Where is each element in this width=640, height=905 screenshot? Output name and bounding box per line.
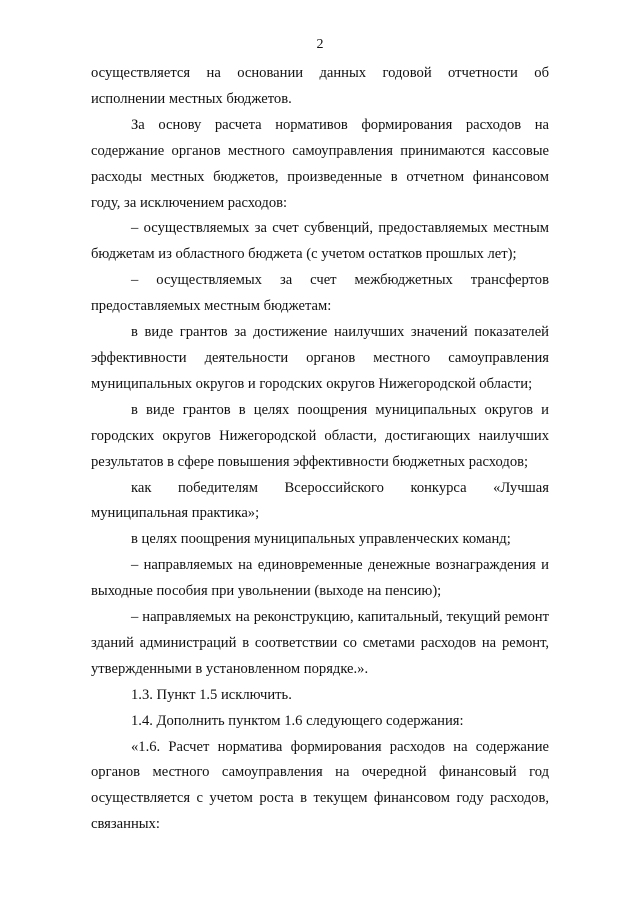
document-body [91,61,549,838]
paragraph-exception-rewards: – направляемых на единовременные денежные вознаграждения и выходные пособия при увольнении (выходе на пенсию); [91,557,549,600]
paragraph-item-1-3: 1.3. Пункт 1.5 исключить. [131,686,292,703]
paragraph-basis-of-calculation: За основу расчета нормативов формирования расходов на содержание органов местного самоуправления принимаются кассовые расходы местных бюджетов, произведенные в отчетном финансовом году, за исключением расходов: [91,116,549,211]
paragraph-exception-transfers: – осуществляемых за счет межбюджетных трансфертов предоставляемых местным бюджетам: [91,272,549,315]
paragraph-item-1-6: «1.6. Расчет норматива формирования расходов на содержание органов местного самоуправления на очередной финансовый год осуществляется с учетом роста в текущем финансовом году расходов, связанных: [91,738,549,833]
paragraph-grants-efficiency: в виде грантов за достижение наилучших значений показателей эффективности деятельности органов местного самоуправления муниципальных округов и городских округов Нижегородской области; [91,324,549,392]
paragraph-management-teams: в целях поощрения муниципальных управленческих команд; [131,531,511,548]
paragraph-contest-winners: как победителям Всероссийского конкурса «Лучшая муниципальная практика»; [91,479,549,522]
paragraph-item-1-4: 1.4. Дополнить пунктом 1.6 следующего содержания: [131,712,464,729]
paragraph-continuation: осуществляется на основании данных годовой отчетности об исполнении местных бюджетов. [91,65,549,107]
paragraph-grants-incentive: в виде грантов в целях поощрения муниципальных округов и городских округов Нижегородской области, достигающих наилучших результатов в сфере повышения эффективности бюджетных расходов; [91,401,549,470]
page-number: 2 [316,37,324,52]
paragraph-exception-subventions: – осуществляемых за счет субвенций, предоставляемых местным бюджетам из областного бюджета (с учетом остатков прошлых лет); [91,220,549,263]
paragraph-exception-repair: – направляемых на реконструкцию, капитальный, текущий ремонт зданий администраций в соответствии со сметами расходов на ремонт, утвержденными в установленном порядке.». [91,609,549,677]
